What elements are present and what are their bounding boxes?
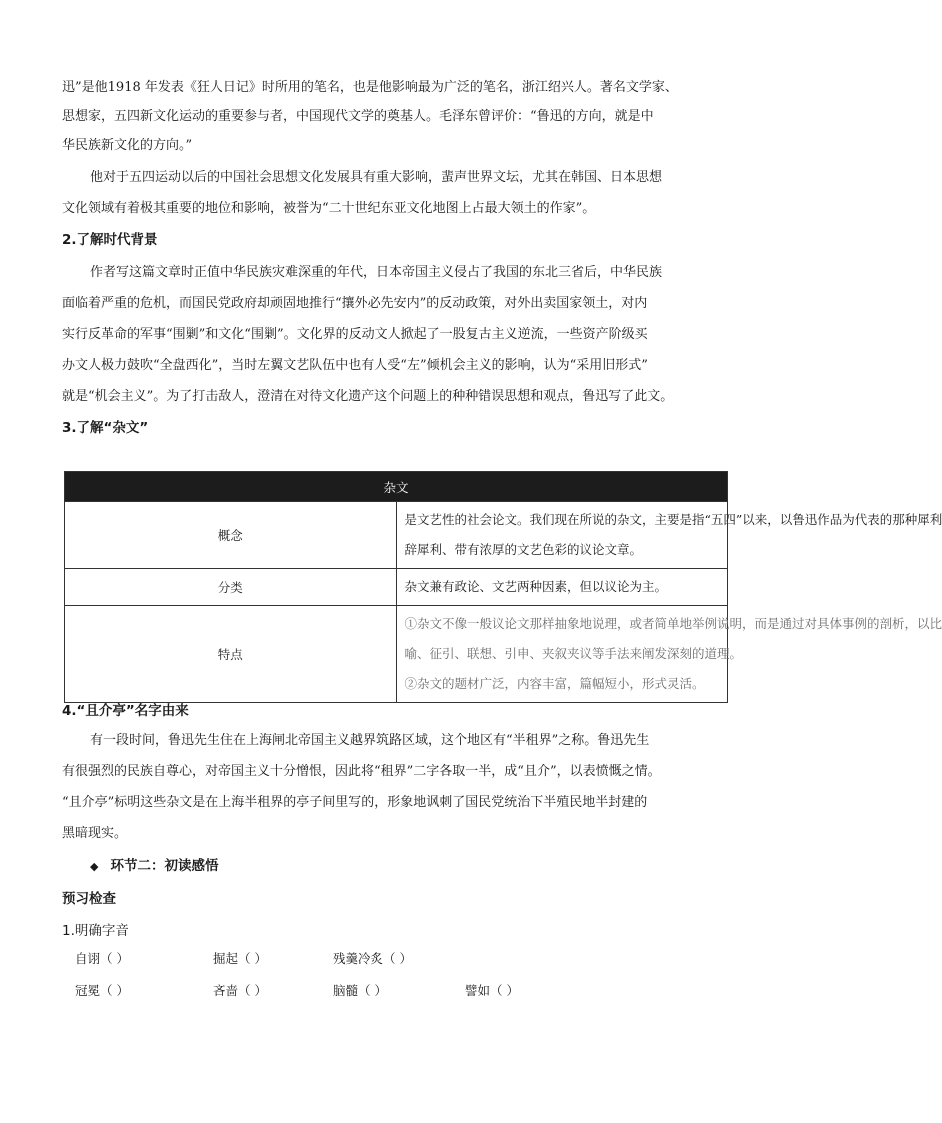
blank-item[interactable]: 譬如（ ） [465, 983, 519, 998]
features-line-1: ①杂文不像一般议论文那样抽象地说理，或者简单地举例说明，而是通过对具体事例的剖析，以比 [404, 616, 942, 631]
table-header-row [65, 472, 728, 502]
row-content-category [396, 569, 728, 606]
blank-item[interactable]: 残羹冷炙（ ） [333, 951, 412, 966]
section4-line-2: 有很强烈的民族自尊心，对帝国主义十分憎恨，因此将“租界”二字各取一半，成“且介”，以表愤慨之情。 [62, 764, 661, 779]
features-line-3: ②杂文的题材广泛，内容丰富，篇幅短小，形式灵活。 [404, 676, 705, 691]
blank-item[interactable]: 自诩（ ） [75, 951, 129, 966]
blank-item[interactable]: 冠冕（ ） [75, 983, 129, 998]
preview-heading: 预习检查 [62, 891, 116, 907]
intro-line-3: 华民族新文化的方向。” [62, 138, 193, 153]
section2-line-5: 就是“机会主义”。为了打击敌人，澄清在对待文化遗产这个问题上的种种错误思想和观点，鲁迅写了此文。 [62, 389, 674, 404]
influence-line-1: 他对于五四运动以后的中国社会思想文化发展具有重大影响，蜚声世界文坛，尤其在韩国、日本思想 [90, 170, 663, 185]
concept-line-2: 辞犀利、带有浓厚的文艺色彩的议论文章。 [404, 542, 643, 557]
section4-heading: 4.“且介亭”名字由来 [62, 703, 189, 719]
category-line-1: 杂文兼有政论、文艺两种因素，但以议论为主。 [404, 579, 668, 594]
stage2-heading [90, 857, 218, 876]
row-label-category: 分类 [65, 569, 397, 606]
section2-line-3: 实行反革命的军事“围剿”和文化“围剿”。文化界的反动文人掀起了一股复古主义逆流，一些资产阶级买 [62, 327, 648, 342]
intro-line-2: 思想家，五四新文化运动的重要参与者，中国现代文学的奠基人。毛泽东曾评价：“鲁迅的方向，就是中 [62, 109, 654, 124]
pronunciation-subheading: 1.明确字音 [62, 923, 129, 939]
diamond-bullet-icon: ◆ [90, 860, 99, 873]
features-line-2: 喻、征引、联想、引申、夹叙夹议等手法来阐发深刻的道理。 [404, 646, 743, 661]
blank-item[interactable]: 掘起（ ） [213, 951, 267, 966]
section2-line-2: 面临着严重的危机，而国民党政府却顽固地推行“攘外必先安内”的反动政策，对外出卖国家领土，对内 [62, 296, 648, 311]
section3-heading: 3.了解“杂文” [62, 420, 149, 436]
table-row [65, 502, 728, 569]
table-row [65, 569, 728, 606]
row-label-concept: 概念 [65, 502, 397, 569]
blank-item[interactable]: 脑髓（ ） [333, 983, 387, 998]
influence-line-2: 文化领域有着极其重要的地位和影响，被誉为“二十世纪东亚文化地图上占最大领土的作家”。 [62, 201, 596, 216]
section4-line-3: “且介亭”标明这些杂文是在上海半租界的亭子间里写的，形象地讽刺了国民党统治下半殖民地半封建的 [62, 795, 648, 810]
row-content-features [396, 606, 942, 703]
section2-heading: 2.了解时代背景 [62, 232, 158, 248]
section4-line-1: 有一段时间，鲁迅先生住在上海闸北帝国主义越界筑路区域，这个地区有“半租界”之称。鲁迅先生 [90, 733, 650, 748]
section2-line-1: 作者写这篇文章时正值中华民族灾难深重的年代，日本帝国主义侵占了我国的东北三省后，中华民族 [90, 265, 663, 280]
section2-line-4: 办文人极力鼓吹“全盘西化”，当时左翼文艺队伍中也有人受“左”倾机会主义的影响，认为“采用旧形式” [62, 358, 648, 373]
concept-line-1: 是文艺性的社会论文。我们现在所说的杂文，主要是指“五四”以来，以鲁迅作品为代表的那种犀利 [404, 512, 942, 527]
blank-item[interactable]: 吝啬（ ） [213, 983, 267, 998]
table-title: 杂文 [65, 472, 728, 502]
intro-line-1: 迅”是他1918 年发表《狂人日记》时所用的笔名，也是他影响最为广泛的笔名，浙江绍兴人。著名文学家、 [62, 80, 678, 95]
table-row [65, 606, 728, 703]
section4-line-4: 黑暗现实。 [62, 826, 128, 841]
zawen-table [64, 471, 942, 703]
row-label-features: 特点 [65, 606, 397, 703]
stage2-title: 环节二：初读感悟 [110, 858, 219, 874]
row-content-concept [396, 502, 942, 569]
